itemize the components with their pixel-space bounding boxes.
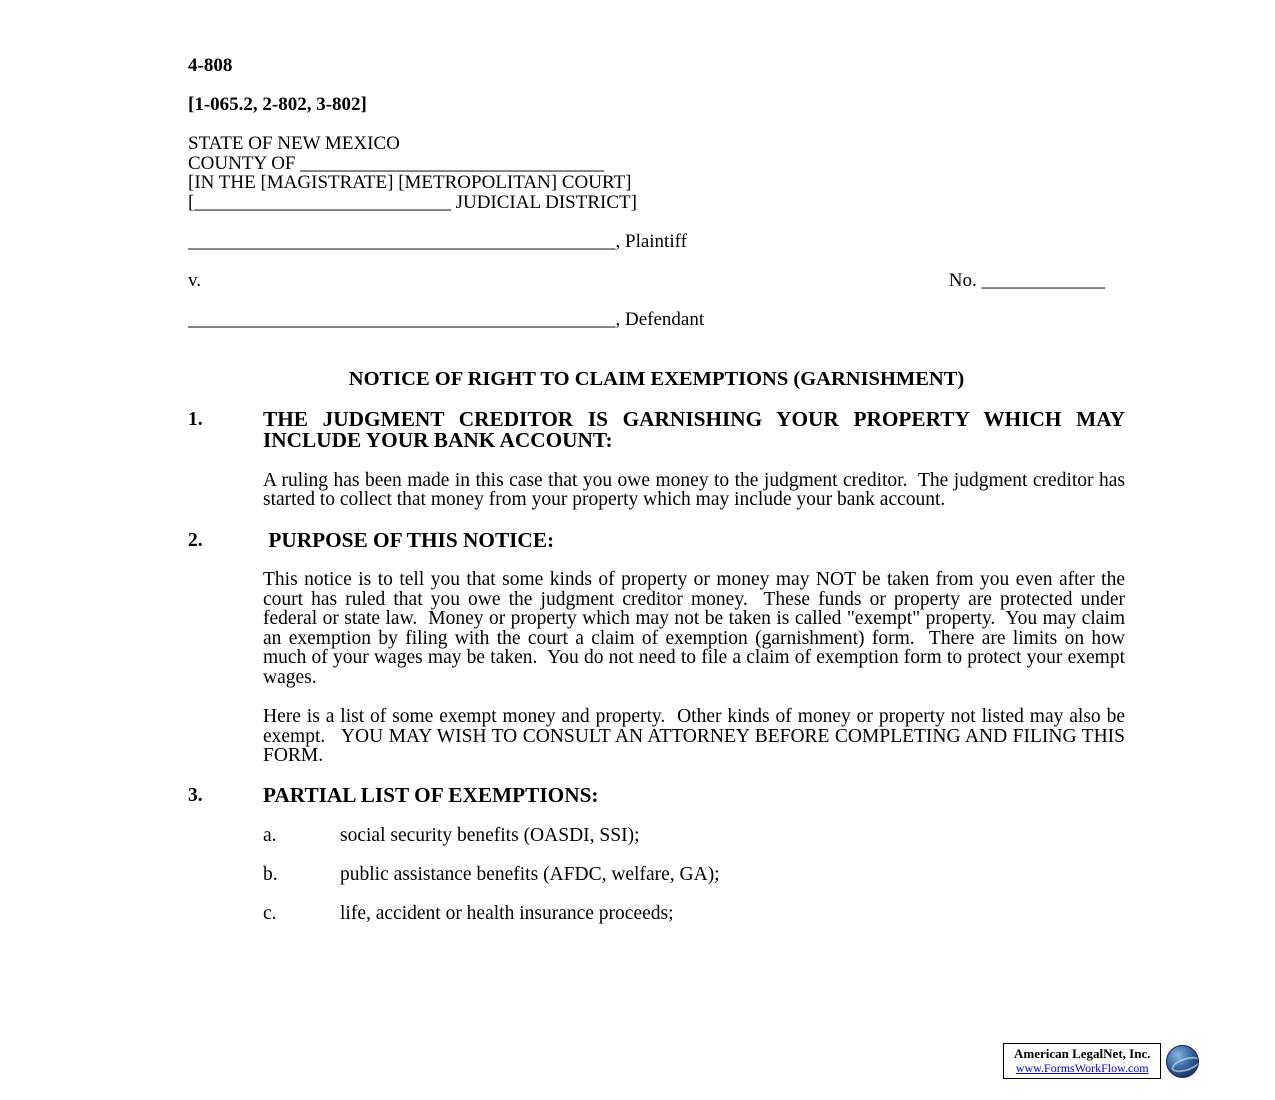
section-number: 2. — [188, 529, 203, 551]
exemption-item-c — [263, 904, 1125, 924]
section-number: 1. — [188, 409, 203, 431]
caption-court: [IN THE [MAGISTRATE] [METROPOLITAN] COURT] — [188, 172, 632, 194]
section-number: 3. — [188, 785, 203, 807]
paragraph: This notice is to tell you that some kinds of property or money may NOT be taken from you even after the court has ruled that you owe the judgment creditor money. These funds or property are protected under federal or state law. Money or property which may not be taken is called "exempt" property. You may claim an exemption by filing with the court a claim of exemption (garnishment) form. There are limits on how much of your wages may be taken. You do not need to file a claim of exemption form to protect your exempt wages. — [263, 569, 1130, 688]
exemption-letter: c. — [263, 903, 277, 925]
exemption-item-a — [263, 826, 1125, 846]
section-heading: PARTIAL LIST OF EXEMPTIONS: — [263, 783, 599, 808]
plaintiff-blank-line: _____________________________________________, Plaintiff — [188, 231, 687, 253]
footer-branding — [1003, 1043, 1199, 1079]
form-number: 4-808 — [188, 55, 233, 76]
rule-references: [1-065.2, 2-802, 3-802] — [188, 94, 367, 116]
caption-county-blank: COUNTY OF ________________________________ — [188, 152, 605, 174]
defendant-blank-line: _____________________________________________, Defendant — [188, 309, 705, 331]
versus-label: v. — [188, 270, 202, 292]
document-title: NOTICE OF RIGHT TO CLAIM EXEMPTIONS (GARNISHMENT) — [348, 367, 965, 390]
versus-row — [188, 271, 1125, 291]
exemption-letter: a. — [263, 824, 277, 846]
caption-district-blank: [___________________________ JUDICIAL DISTRICT] — [188, 191, 637, 213]
section-heading: THE JUDGMENT CREDITOR IS GARNISHING YOUR PROPERTY WHICH MAY INCLUDE YOUR BANK ACCOUNT: — [263, 407, 1131, 453]
section-2 — [188, 527, 1125, 552]
paragraph: Here is a list of some exempt money and property. Other kinds of money or property not listed may also be exempt. YOU MAY WISH TO CONSULT AN ATTORNEY BEFORE COMPLETING AND FILING THIS FORM. — [263, 706, 1130, 767]
section-heading: PURPOSE OF THIS NOTICE: — [263, 527, 555, 552]
footer-box — [1003, 1043, 1161, 1079]
exemption-text: public assistance benefits (AFDC, welfare, GA); — [340, 863, 720, 885]
section-3 — [188, 785, 1125, 806]
exemption-text: life, accident or health insurance proceeds; — [340, 903, 674, 925]
exemption-text: social security benefits (OASDI, SSI); — [340, 824, 640, 846]
caption-state: STATE OF NEW MEXICO — [188, 133, 400, 155]
case-caption — [188, 134, 1125, 212]
exemption-letter: b. — [263, 863, 278, 885]
website-link[interactable]: www.FormsWorkFlow.com — [1015, 1061, 1149, 1075]
company-name: American LegalNet, Inc. — [1014, 1046, 1151, 1061]
globe-icon — [1166, 1045, 1199, 1078]
exemption-item-b — [263, 865, 1125, 885]
paragraph: A ruling has been made in this case that you owe money to the judgment creditor. The judgment creditor has started to collect that money from your property which may include your bank account. — [263, 469, 1130, 511]
section-1 — [188, 407, 1131, 453]
case-number-blank: No. _____________ — [948, 270, 1105, 292]
